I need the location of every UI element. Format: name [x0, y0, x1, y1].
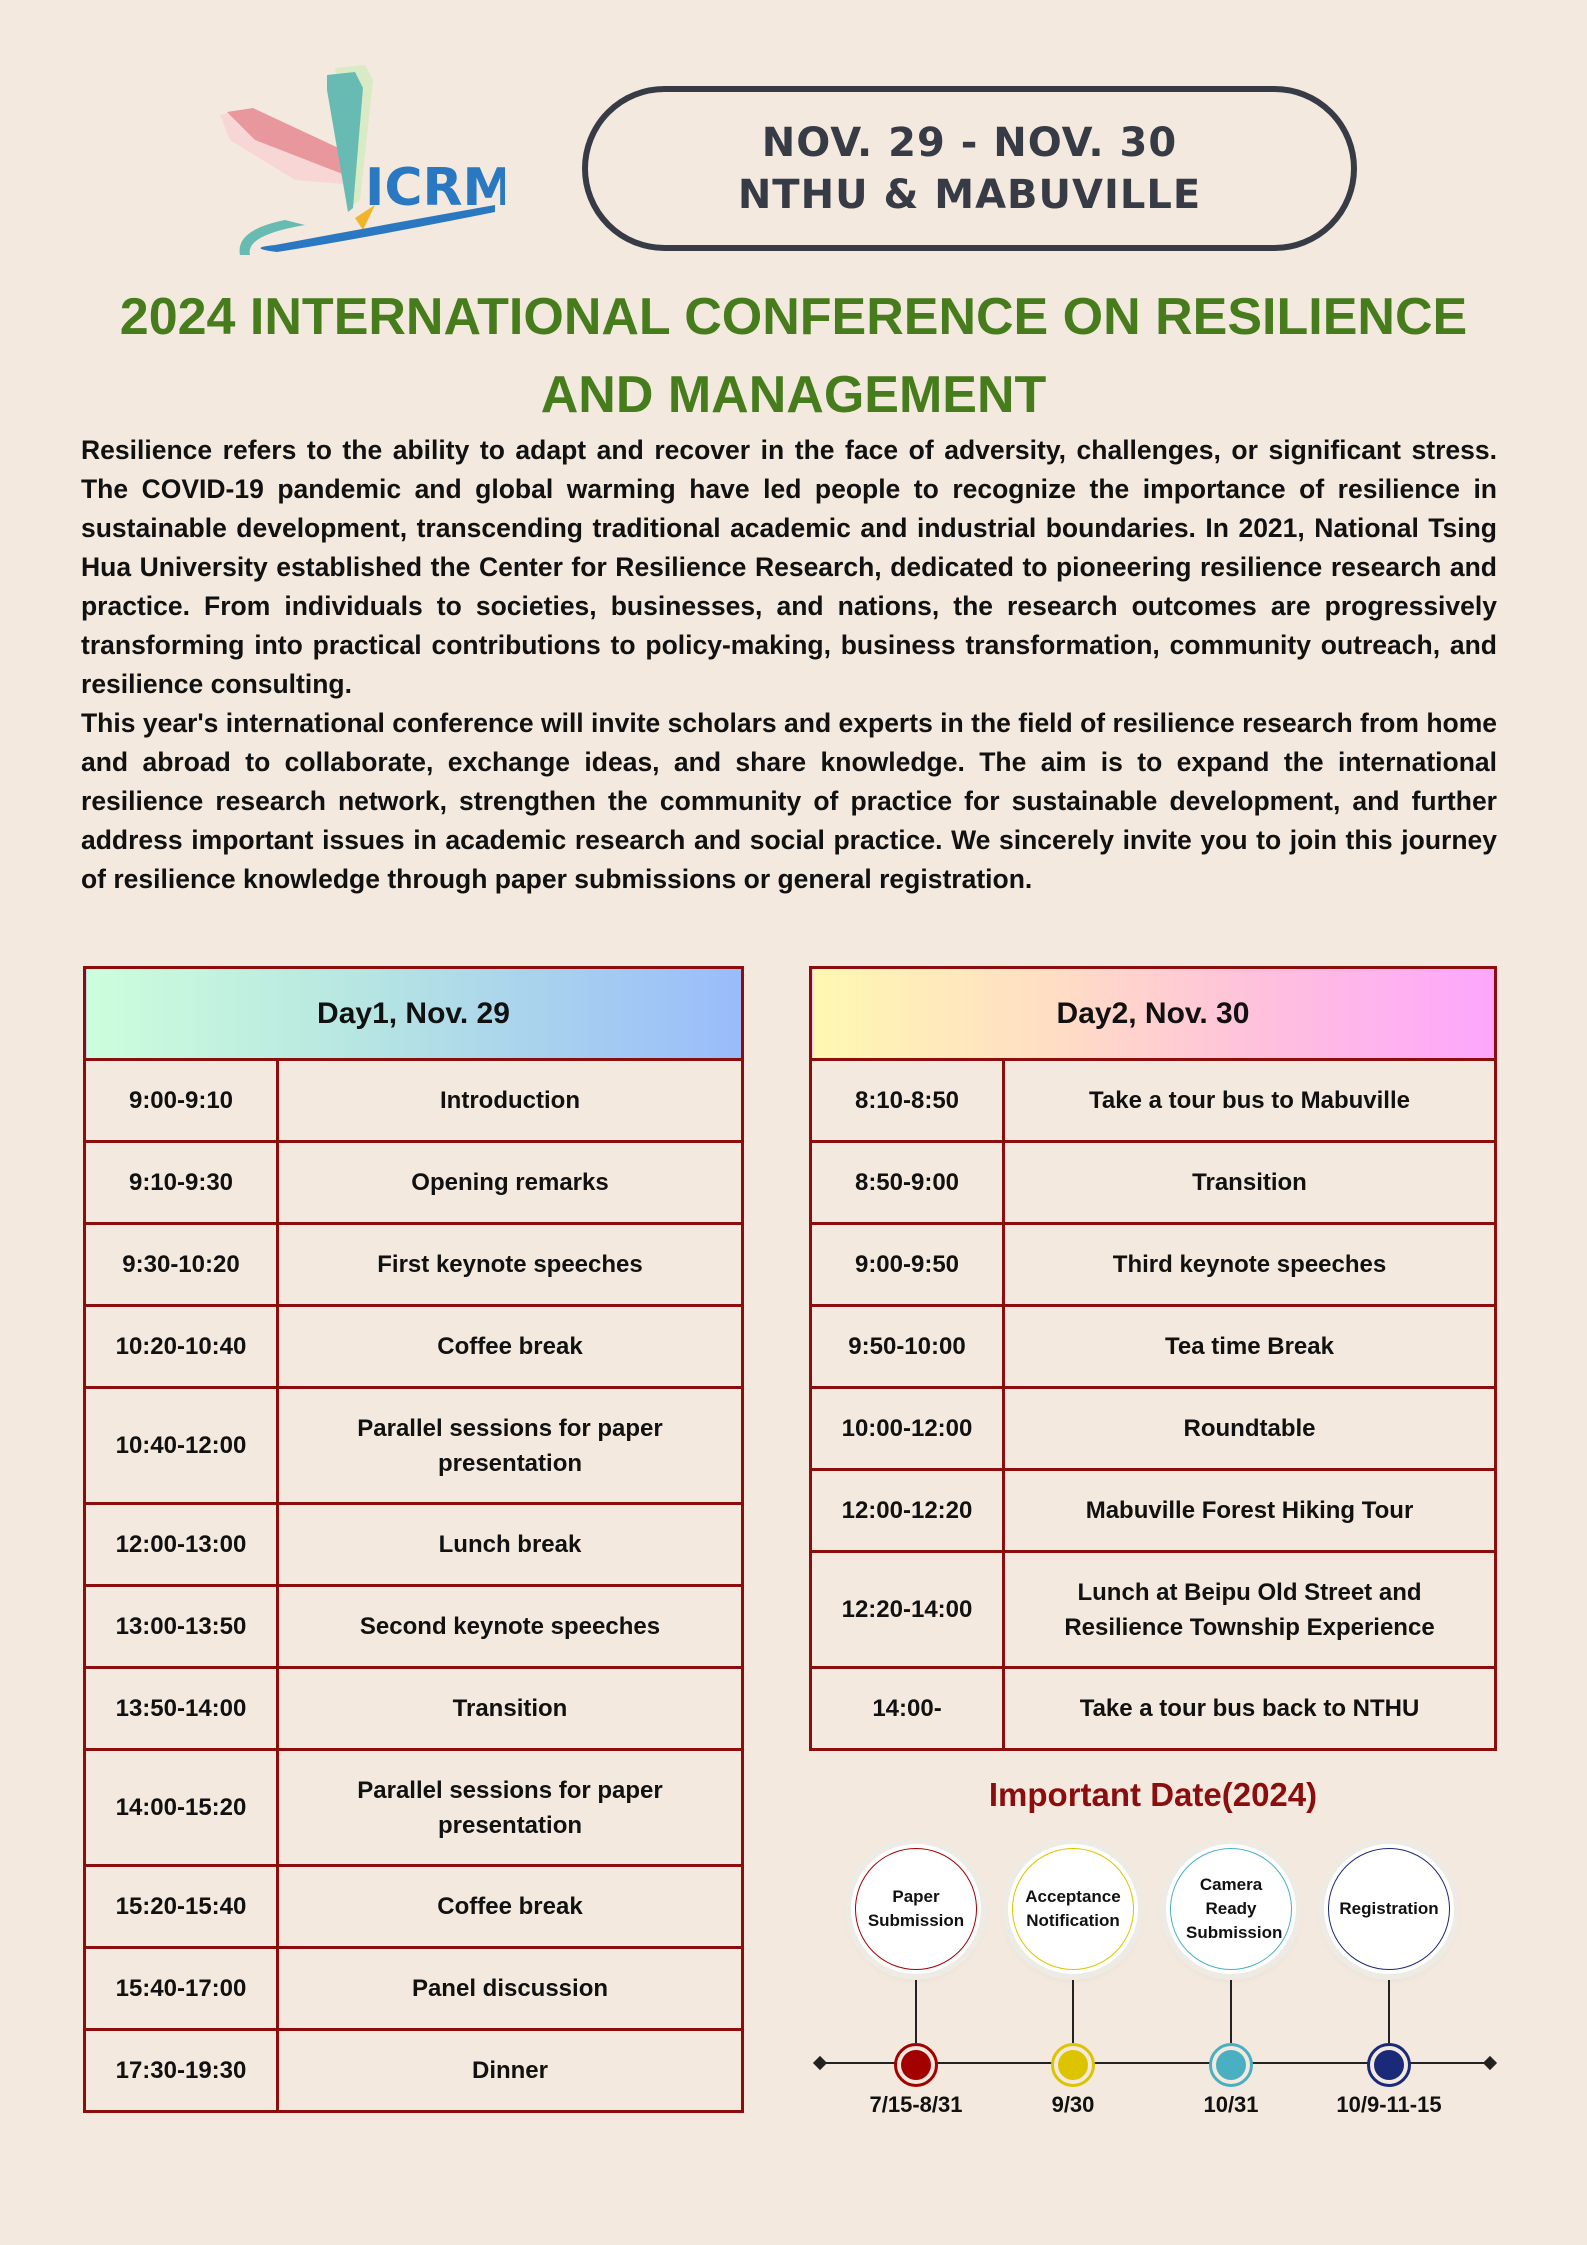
event-cell: Roundtable	[1004, 1388, 1496, 1470]
table-row	[811, 1306, 1496, 1388]
milestone-ring	[855, 1848, 977, 1970]
time-cell: 12:00-13:00	[85, 1504, 278, 1586]
milestone-date: 7/15-8/31	[869, 2092, 963, 2117]
milestone-date: 9/30	[1051, 2092, 1095, 2117]
icrm-logo	[215, 60, 505, 255]
page-title-line-2: AND MANAGEMENT	[540, 366, 1047, 424]
time-cell: 9:10-9:30	[85, 1142, 278, 1224]
table-row	[811, 1388, 1496, 1470]
event-cell: Parallel sessions for paper presentation	[278, 1750, 743, 1866]
intro-text	[81, 431, 1497, 899]
milestone-label: Registration	[1339, 1899, 1439, 1918]
milestone-label: Paper Submission	[867, 1887, 965, 1930]
time-cell: 13:50-14:00	[85, 1668, 278, 1750]
table-row	[85, 1224, 743, 1306]
time-cell: 9:00-9:50	[811, 1224, 1004, 1306]
milestone-stem	[1230, 1980, 1232, 2043]
event-cell: Dinner	[278, 2030, 743, 2112]
time-cell: 9:00-9:10	[85, 1060, 278, 1142]
milestone-bubble	[1008, 1844, 1138, 1974]
milestone-bubble	[1324, 1844, 1454, 1974]
time-cell: 8:50-9:00	[811, 1142, 1004, 1224]
time-cell: 8:10-8:50	[811, 1060, 1004, 1142]
milestone-ring	[1170, 1848, 1292, 1970]
date-range: NOV. 29 - NOV. 30	[761, 119, 1178, 166]
time-cell: 13:00-13:50	[85, 1586, 278, 1668]
location: NTHU & MABUVILLE	[737, 171, 1202, 218]
timeline-end-marker	[1483, 2056, 1497, 2070]
time-cell: 14:00-15:20	[85, 1750, 278, 1866]
event-cell: Third keynote speeches	[1004, 1224, 1496, 1306]
time-cell: 15:40-17:00	[85, 1948, 278, 2030]
event-cell: Introduction	[278, 1060, 743, 1142]
event-cell: Mabuville Forest Hiking Tour	[1004, 1470, 1496, 1552]
important-dates-title: Important Date(2024)	[988, 1776, 1318, 1813]
event-cell: Coffee break	[278, 1866, 743, 1948]
day1-header: Day1, Nov. 29	[85, 968, 743, 1060]
time-cell: 17:30-19:30	[85, 2030, 278, 2112]
day2-header: Day2, Nov. 30	[811, 968, 1496, 1060]
page-title	[60, 278, 1527, 434]
table-row	[85, 1586, 743, 1668]
milestone-date: 10/9-11-15	[1336, 2092, 1442, 2117]
event-cell: First keynote speeches	[278, 1224, 743, 1306]
table-row	[85, 1060, 743, 1142]
day1-schedule-table	[83, 966, 744, 2113]
time-cell: 12:00-12:20	[811, 1470, 1004, 1552]
page-title-line-1: 2024 INTERNATIONAL CONFERENCE ON RESILIENCE	[119, 288, 1468, 346]
milestone-bubble	[851, 1844, 981, 1974]
important-dates-timeline	[805, 1840, 1505, 2120]
table-row	[85, 1504, 743, 1586]
event-cell: Panel discussion	[278, 1948, 743, 2030]
event-cell: Lunch break	[278, 1504, 743, 1586]
milestone-stem	[915, 1980, 917, 2043]
milestone-dot	[1367, 2043, 1411, 2087]
table-row	[85, 1750, 743, 1866]
table-row	[85, 2030, 743, 2112]
table-row	[811, 1060, 1496, 1142]
day2-schedule-table	[809, 966, 1497, 1751]
event-cell: Second keynote speeches	[278, 1586, 743, 1668]
time-cell: 9:30-10:20	[85, 1224, 278, 1306]
event-cell: Transition	[278, 1668, 743, 1750]
table-row	[811, 1668, 1496, 1750]
milestone-date: 10/31	[1203, 2092, 1259, 2117]
date-location-badge	[582, 86, 1357, 251]
milestone-label: Camera Ready Submission	[1186, 1875, 1283, 1942]
table-row	[811, 1470, 1496, 1552]
table-row	[85, 1142, 743, 1224]
time-cell: 12:20-14:00	[811, 1552, 1004, 1668]
event-cell: Lunch at Beipu Old Street and Resilience Township Experience	[1004, 1552, 1496, 1668]
table-row	[811, 1552, 1496, 1668]
milestone-ring	[1012, 1848, 1134, 1970]
milestone-dot	[1209, 2043, 1253, 2087]
time-cell: 14:00-	[811, 1668, 1004, 1750]
time-cell: 10:20-10:40	[85, 1306, 278, 1388]
icrm-logo-icon	[215, 60, 505, 255]
event-cell: Transition	[1004, 1142, 1496, 1224]
table-row	[85, 1948, 743, 2030]
intro-paragraph: This year's international conference will invite scholars and experts in the field of resilience research from home and abroad to collaborate, exchange ideas, and share knowledge. The aim is to expand the international resilience research network, strengthen the community of practice for sustainable development, and further address important issues in academic research and social practice. We sincerely invite you to join this journey of resilience knowledge through paper submissions or general registration.	[81, 708, 1497, 894]
milestone-stem	[1388, 1980, 1390, 2043]
event-cell: Opening remarks	[278, 1142, 743, 1224]
table-row	[85, 1388, 743, 1504]
milestone-ring	[1328, 1848, 1450, 1970]
event-cell: Take a tour bus back to NTHU	[1004, 1668, 1496, 1750]
table-row	[85, 1866, 743, 1948]
timeline-start-marker	[813, 2056, 827, 2070]
table-row	[811, 1142, 1496, 1224]
table-row	[811, 1224, 1496, 1306]
event-cell: Take a tour bus to Mabuville	[1004, 1060, 1496, 1142]
time-cell: 10:40-12:00	[85, 1388, 278, 1504]
time-cell: 15:20-15:40	[85, 1866, 278, 1948]
table-row	[85, 1668, 743, 1750]
logo-text: ICRM	[365, 158, 505, 218]
table-row	[85, 1306, 743, 1388]
milestone-dot	[894, 2043, 938, 2087]
time-cell: 9:50-10:00	[811, 1306, 1004, 1388]
milestone-bubble	[1166, 1844, 1296, 1974]
milestone-label: Acceptance Notification	[1025, 1887, 1121, 1930]
milestone-dot	[1051, 2043, 1095, 2087]
event-cell: Parallel sessions for paper presentation	[278, 1388, 743, 1504]
intro-paragraph: Resilience refers to the ability to adapt and recover in the face of adversity, challenges, or significant stress. The COVID-19 pandemic and global warming have led people to recognize the importance of resilience in sustainable development, transcending traditional academic and industrial boundaries. In 2021, National Tsing Hua University established the Center for Resilience Research, dedicated to pioneering resilience research and practice. From individuals to societies, businesses, and nations, the research outcomes are progressively transforming into practical contributions to policy-making, business transformation, community outreach, and resilience consulting.	[81, 435, 1497, 699]
milestone-stem	[1072, 1980, 1074, 2043]
event-cell: Coffee break	[278, 1306, 743, 1388]
time-cell: 10:00-12:00	[811, 1388, 1004, 1470]
event-cell: Tea time Break	[1004, 1306, 1496, 1388]
